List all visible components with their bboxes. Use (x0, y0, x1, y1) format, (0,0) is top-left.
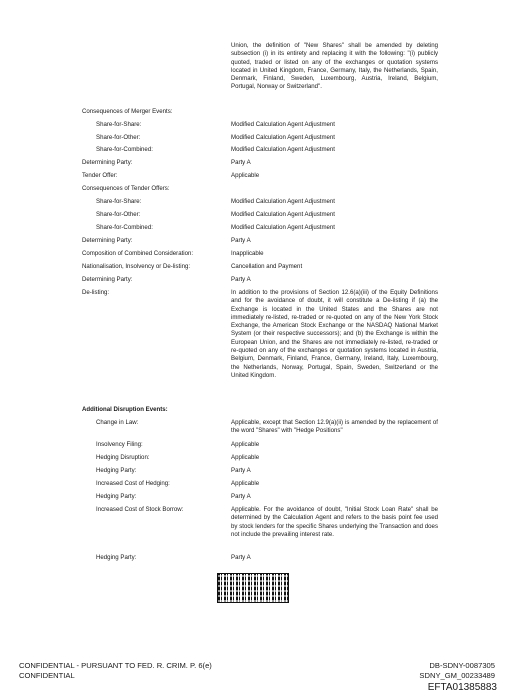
value-hedging-disruption: Applicable (231, 454, 260, 461)
value-insolvency-filing: Applicable (231, 441, 260, 448)
value-share-for-combined-tender: Modified Calculation Agent Adjustment (231, 224, 335, 231)
value-hedging-party-3: Party A (231, 554, 251, 561)
value-de-listing: In addition to the provisions of Section 12.6(a)(iii) of the Equity Definitions and for the avoidance of doubt, it will constitute a De-listing if (a) the Exchange is located in the United States and the Shares are not immediately re-listed, re-traded or re-quoted on any of the New York Stock Exchange, the American Stock Exchange or the NASDAQ National Market System (or their respective successors); and (b) the Exchange is within the European Union, and the Shares are not immediately re-listed, re-traded or re-quoted on any of the exchanges or quotation systems located in Austria, Belgium, Denmark, Finland, France, Germany, Ireland, Italy, Luxembourg, the Netherlands, Norway, Portugal, Spain, Sweden, Switzerland or the United Kingdom. (231, 289, 438, 379)
label-share-for-other-merger: Share-for-Other: (96, 134, 141, 141)
label-determining-party-1: Determining Party: (82, 159, 133, 166)
value-share-for-combined-merger: Modified Calculation Agent Adjustment (231, 146, 335, 153)
value-determining-party-3: Party A (231, 276, 251, 283)
value-tender-offer: Applicable (231, 172, 260, 179)
label-composition-combined: Composition of Combined Consideration: (82, 250, 194, 257)
footer-left (19, 661, 212, 680)
label-hedging-disruption: Hedging Disruption: (96, 454, 150, 461)
value-share-for-other-tender: Modified Calculation Agent Adjustment (231, 211, 335, 218)
label-nationalisation: Nationalisation, Insolvency or De-listing: (82, 263, 191, 270)
value-change-in-law: Applicable, except that Section 12.9(a)(ii) is amended by the replacement of the word "Shares" with "Hedge Positions" (231, 419, 438, 435)
value-share-for-share-tender: Modified Calculation Agent Adjustment (231, 198, 335, 205)
value-share-for-other-merger: Modified Calculation Agent Adjustment (231, 134, 335, 141)
label-determining-party-2: Determining Party: (82, 237, 133, 244)
footer-confidential: CONFIDENTIAL (19, 670, 75, 680)
label-increased-cost-stock-borrow: Increased Cost of Stock Borrow: (96, 506, 184, 513)
value-determining-party-2: Party A (231, 237, 251, 244)
label-consequences-merger: Consequences of Merger Events: (82, 108, 173, 115)
footer-bates-sdny: SDNY_GM_00233489 (419, 670, 495, 680)
value-increased-cost-stock-borrow: Applicable. For the avoidance of doubt, "Initial Stock Loan Rate" shall be determined by the Calculation Agent and refers to the basis point fee used by stock lenders for the specific Shares underlying the Transaction and does not include the prevailing interest rate. (231, 506, 438, 538)
label-increased-cost-hedging: Increased Cost of Hedging: (96, 480, 170, 487)
intro-paragraph: Union, the definition of "New Shares" shall be amended by deleting subsection (i) in its entirety and replacing it with the following: "(i) publicly quoted, traded or listed on any of the exchanges or quotation systems located in United Kingdom, France, Germany, Italy, the Netherlands, Spain, Denmark, Finland, Sweden, Luxembourg, Austria, Ireland, Belgium, Portugal, Norway or Switzerland". (231, 42, 438, 91)
label-hedging-party-3: Hedging Party: (96, 554, 137, 561)
value-increased-cost-hedging: Applicable (231, 480, 260, 487)
label-share-for-share-merger: Share-for-Share: (96, 121, 142, 128)
label-de-listing: De-listing: (82, 289, 110, 296)
label-share-for-combined-merger: Share-for-Combined: (96, 146, 153, 153)
value-hedging-party-2: Party A (231, 493, 251, 500)
value-composition-combined: Inapplicable (231, 250, 264, 257)
label-hedging-party-2: Hedging Party: (96, 493, 137, 500)
label-change-in-law: Change in Law: (96, 419, 139, 426)
value-nationalisation: Cancellation and Payment (231, 263, 303, 270)
label-share-for-combined-tender: Share-for-Combined: (96, 224, 153, 231)
label-share-for-share-tender: Share-for-Share: (96, 198, 142, 205)
label-additional-disruption: Additional Disruption Events: (82, 406, 168, 413)
footer-bates-db: DB-SDNY-0087305 (429, 661, 495, 670)
label-insolvency-filing: Insolvency Filing: (96, 441, 143, 448)
footer-right (419, 661, 495, 680)
label-determining-party-3: Determining Party: (82, 276, 133, 283)
footer-bates-efta: EFTA01385883 (427, 682, 497, 693)
value-share-for-share-merger: Modified Calculation Agent Adjustment (231, 121, 335, 128)
barcode-image (217, 573, 289, 603)
label-consequences-tender: Consequences of Tender Offers: (82, 185, 170, 192)
value-determining-party-1: Party A (231, 159, 251, 166)
value-hedging-party-1: Party A (231, 467, 251, 474)
footer-confidential-notice: CONFIDENTIAL - PURSUANT TO FED. R. CRIM. P. 6(e) (19, 661, 212, 670)
label-hedging-party-1: Hedging Party: (96, 467, 137, 474)
label-share-for-other-tender: Share-for-Other: (96, 211, 141, 218)
label-tender-offer: Tender Offer: (82, 172, 118, 179)
